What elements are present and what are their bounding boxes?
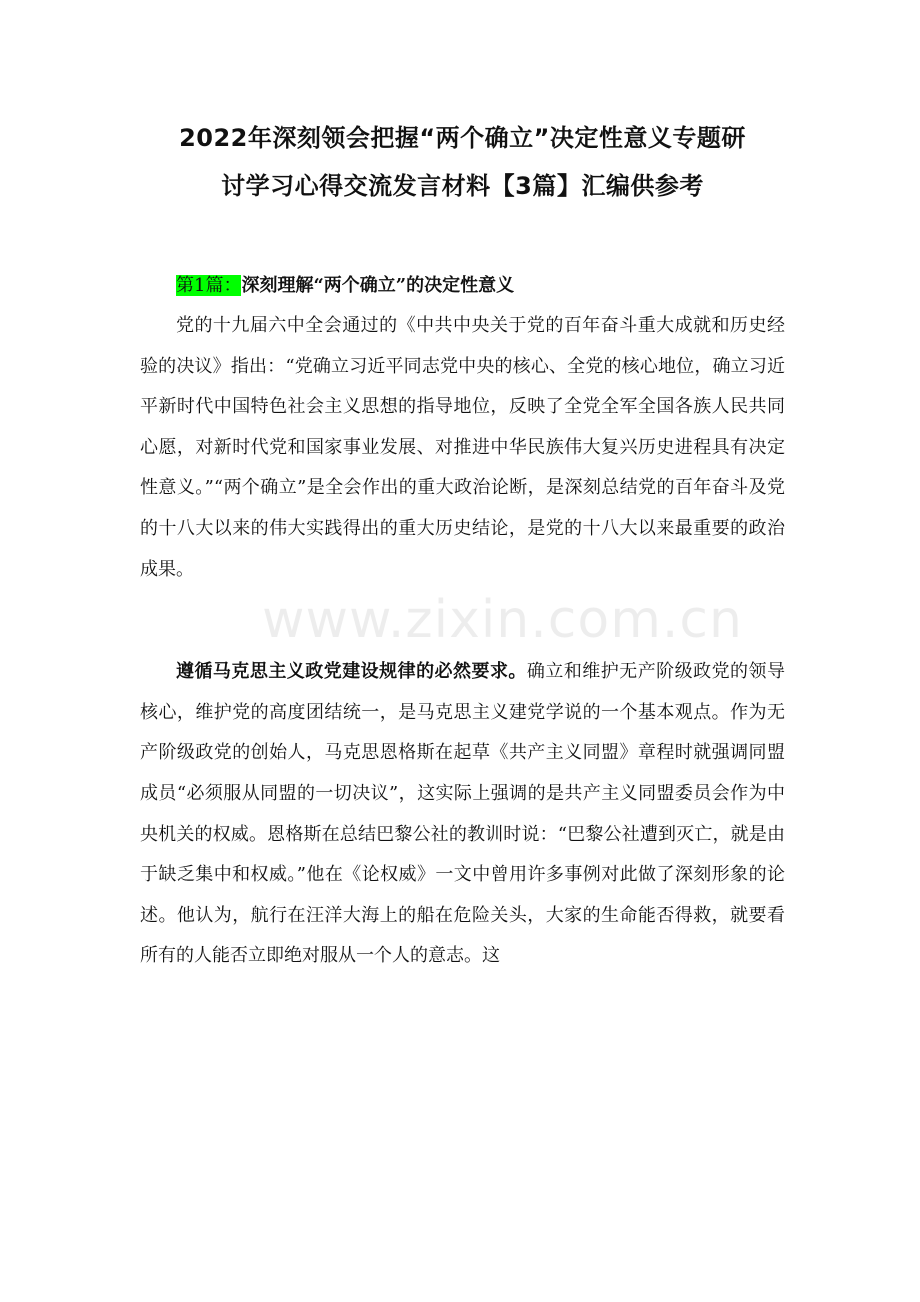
section-heading-text: 深刻理解“两个确立”的决定性意义	[241, 275, 515, 296]
title-line-1: 2022年深刻领会把握“两个确立”决定性意义专题研	[179, 124, 746, 152]
paragraph-2-lead: 遵循马克思主义政党建设规律的必然要求。	[176, 661, 527, 683]
paragraph-2-body: 确立和维护无产阶级政党的领导核心，维护党的高度团结统一，是马克思主义建党学说的一个基本观点。作为无产阶级政党的创始人，马克思恩格斯在起草《共产主义同盟》章程时就强调同盟成员“必须服从同盟的一切决议”，这实际上强调的是共产主义同盟委员会作为中央机关的权威。恩格斯在总结巴黎公社的教训时说：“巴黎公社遭到灭亡，就是由于缺乏集中和权威。”他在《论权威》一文中曾用许多事例对此做了深刻形象的论述。他认为，航行在汪洋大海上的船在危险关头，大家的生命能否得救，就要看所有的人能否立即绝对服从一个人的意志。这	[140, 661, 785, 967]
section-heading	[140, 272, 785, 300]
document-title	[140, 0, 785, 210]
document-page	[140, 0, 785, 977]
section-label: 第1篇：	[176, 275, 242, 296]
watermark: www.zixin.com.cn	[262, 590, 743, 650]
title-line-2: 讨学习心得交流发言材料【3篇】汇编供参考	[221, 172, 704, 200]
paragraph-1: 党的十九届六中全会通过的《中共中央关于党的百年奋斗重大成就和历史经验的决议》指出：“党确立习近平同志党中央的核心、全党的核心地位，确立习近平新时代中国特色社会主义思想的指导地位，反映了全党全军全国各族人民共同心愿，对新时代党和国家事业发展、对推进中华民族伟大复兴历史进程具有决定性意义。”“两个确立”是全会作出的重大政治论断，是深刻总结党的百年奋斗及党的十八大以来的伟大实践得出的重大历史结论，是党的十八大以来最重要的政治成果。	[140, 315, 785, 580]
paragraph-2	[140, 652, 785, 977]
